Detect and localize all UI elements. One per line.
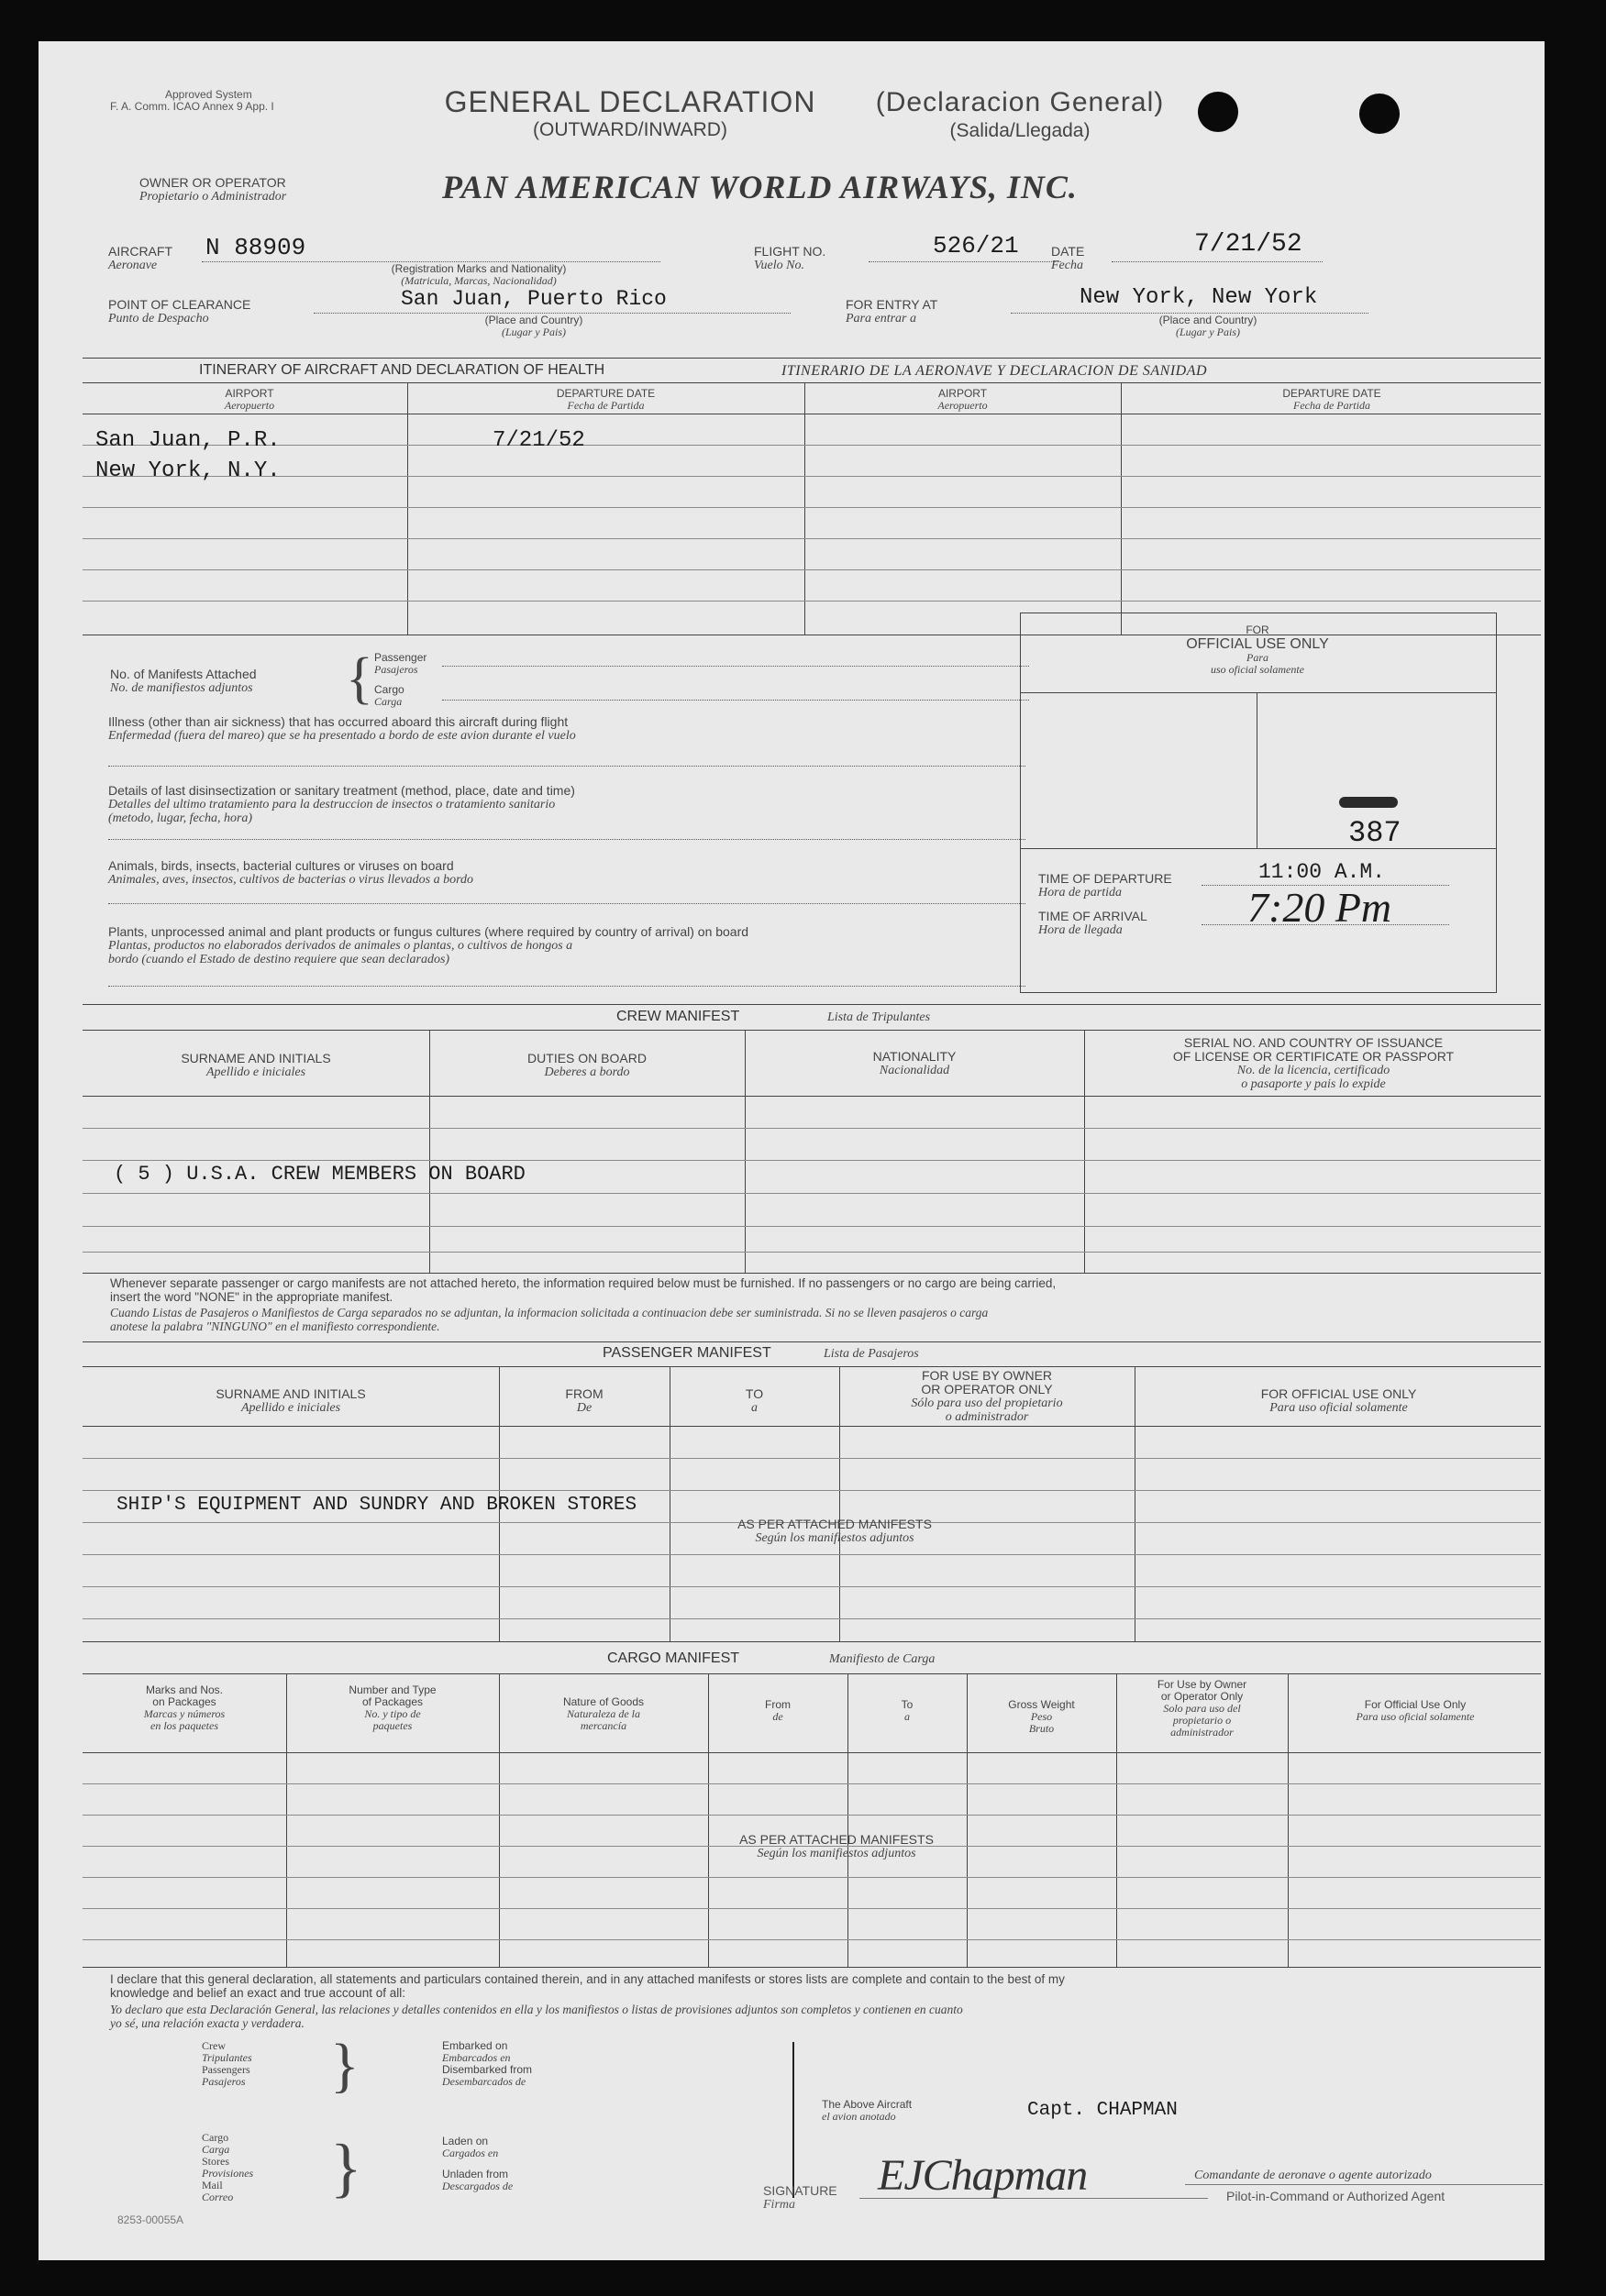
form-subtitle-es: (Salida/Llegada)	[949, 120, 1091, 141]
cargo-col-owner: For Use by Owner or Operator Only Solo para uso del propietario o administrador	[1157, 1678, 1247, 1739]
cargo-col-from: From de	[765, 1698, 791, 1723]
col-airport: AIRPORT Aeropuerto	[224, 387, 275, 412]
official-use-title: FOR OFFICIAL USE ONLY Para uso oficial solamente	[1186, 624, 1329, 676]
itinerary-heading-es: ITINERARIO DE LA AERONAVE Y DECLARACION DE SANIDAD	[781, 363, 1208, 379]
signature-label: SIGNATURE Firma	[763, 2183, 837, 2212]
cargo-col-packages: Number and Type of Packages No. y tipo de paquetes	[349, 1683, 437, 1732]
passenger-col-to: TO a	[745, 1386, 764, 1415]
decl-embark: Embarked on Embarcados en Disembarked from Desembarcados de	[442, 2039, 533, 2088]
cargo-col-to: To a	[901, 1698, 914, 1723]
entry-value: New York, New York	[1080, 285, 1318, 310]
departure-time-value: 11:00 A.M.	[1258, 860, 1386, 884]
crew-col-nationality: NATIONALITY Nacionalidad	[872, 1049, 957, 1077]
passenger-col-owner: FOR USE BY OWNER OR OPERATOR ONLY Sólo para uso del propietario o administrador	[911, 1368, 1063, 1424]
manifests-passenger: Passenger Pasajeros	[374, 651, 427, 676]
cargo-col-nature: Nature of Goods Naturaleza de la mercancía	[562, 1695, 645, 1732]
pic-label: Pilot-in-Command or Authorized Agent	[1226, 2189, 1445, 2203]
departure-time-label: TIME OF DEPARTURE Hora de partida	[1038, 871, 1172, 900]
form-title-es: (Declaracion General)	[875, 87, 1165, 117]
col-departure-date: DEPARTURE DATE Fecha de Partida	[556, 387, 656, 412]
crew-heading-es: Lista de Tripulantes	[827, 1010, 931, 1024]
decl-aircraft-label: The Above Aircraft el avion anotado	[822, 2098, 913, 2123]
plants-label: Plants, unprocessed animal and plant products or fungus cultures (where required by country of arrival) on board Plantas, productos no elaborados derivados de animales o plantas, o cultivos de hongos a bordo (cuando el Estado de destino requiere que sean declarados)	[108, 924, 749, 966]
illness-label: Illness (other than air sickness) that has occurred aboard this aircraft during flight Enfermedad (fuera del mareo) que se ha presentado a bordo de este avion durante el vuelo	[108, 714, 576, 743]
passenger-attached: AS PER ATTACHED MANIFESTS Según los manifiestos adjuntos	[737, 1517, 932, 1545]
entry-note: (Place and Country) (Lugar y Pais)	[1158, 314, 1257, 338]
stamp-number: 387	[1348, 816, 1401, 850]
form-title: GENERAL DECLARATION	[444, 85, 816, 118]
col-airport-2: AIRPORT Aeropuerto	[937, 387, 988, 412]
disinsect-label: Details of last disinsectization or sanitary treatment (method, place, date and time) Detalles del ultimo tratamiento para la destruccion de insectos o tratamiento sanitario (metodo, lugar, fecha, hora)	[108, 783, 575, 825]
date-value: 7/21/52	[1194, 230, 1302, 259]
crew-col-surname: SURNAME AND INITIALS Apellido e iniciales	[181, 1051, 331, 1079]
clearance-note: (Place and Country) (Lugar y Pais)	[484, 314, 583, 338]
captain-name: Capt. CHAPMAN	[1027, 2100, 1178, 2121]
passenger-heading-es: Lista de Pasajeros	[824, 1347, 919, 1361]
passenger-col-official: FOR OFFICIAL USE ONLY Para uso oficial solamente	[1260, 1386, 1417, 1415]
crew-heading: CREW MANIFEST	[616, 1009, 740, 1024]
aircraft-value: N 88909	[205, 234, 306, 261]
date-label: DATE Fecha	[1051, 244, 1085, 272]
crew-entry: ( 5 ) U.S.A. CREW MEMBERS ON BOARD	[114, 1163, 526, 1186]
aircraft-note: (Registration Marks and Nationality) (Matricula, Marcas, Nacionalidad)	[391, 262, 567, 287]
cargo-attached: AS PER ATTACHED MANIFESTS Según los manifiestos adjuntos	[739, 1832, 934, 1860]
itinerary-heading: ITINERARY OF AIRCRAFT AND DECLARATION OF HEALTH	[199, 362, 605, 378]
signature: EJChapman	[878, 2151, 1088, 2200]
manifest-notice: Whenever separate passenger or cargo manifests are not attached hereto, the information required below must be furnished. If no passengers or no cargo are being carried, insert the word "NONE" in the appropriate manifest. Cuando Listas de Pasajeros o Manifiestos de Carga separados no se adjuntan, la informacion solicitada a continuacion debe ser suministrada. Si no se lleven pasajeros o carga anotese la palabra "NINGUNO" en el manifiesto correspondiente.	[110, 1276, 1057, 1333]
cargo-heading-es: Manifiesto de Carga	[829, 1652, 936, 1666]
manifests-cargo: Cargo Carga	[374, 683, 404, 708]
cargo-heading: CARGO MANIFEST	[607, 1650, 740, 1666]
clearance-value: San Juan, Puerto Rico	[401, 287, 667, 311]
punch-hole	[1359, 94, 1400, 134]
owner-value: PAN AMERICAN WORLD AIRWAYS, INC.	[442, 169, 1078, 205]
flight-value: 526/21	[933, 232, 1019, 259]
form-number: 8253-00055A	[117, 2213, 184, 2226]
arrival-time-label: TIME OF ARRIVAL Hora de llegada	[1038, 909, 1147, 937]
entry-label: FOR ENTRY AT Para entrar a	[846, 297, 938, 326]
passenger-entry: SHIP'S EQUIPMENT AND SUNDRY AND BROKEN STORES	[116, 1495, 637, 1516]
manifests-brace: {	[346, 647, 373, 710]
cargo-col-weight: Gross Weight Peso Bruto	[1008, 1698, 1075, 1735]
passenger-col-surname: SURNAME AND INITIALS Apellido e iniciales	[216, 1386, 366, 1415]
arrival-time-value: 7:20 Pm	[1247, 884, 1392, 931]
decl-laden: Laden on Cargados en Unladen from Descargados de	[442, 2135, 514, 2192]
aircraft-label: AIRCRAFT Aeronave	[108, 244, 172, 272]
itinerary-departure-date: 7/21/52	[493, 428, 585, 453]
itinerary-airport: San Juan, P.R.	[95, 428, 281, 453]
decl-cargo: Cargo Carga Stores Provisiones Mail Correo	[202, 2131, 254, 2203]
cargo-col-official: For Official Use Only Para uso oficial solamente	[1356, 1698, 1475, 1723]
col-departure-date-2: DEPARTURE DATE Fecha de Partida	[1282, 387, 1381, 412]
cargo-col-marks: Marks and Nos. on Packages Marcas y números en los paquetes	[143, 1683, 226, 1732]
manifests-label: No. of Manifests Attached No. de manifiestos adjuntos	[110, 667, 257, 695]
declaration-text: I declare that this general declaration, all statements and particulars contained therein, and in any attached manifests or stores lists are complete and contain to the best of my knowledge and belief an exact and true account of all: Yo declaro que esta Declaración General, las relaciones y detalles contenidos en ella y los manifiestos o listas de provisiones adjuntos son completos y contienen en cuanto yo sé, una relación exacta y verdadera.	[110, 1972, 1065, 2030]
decl-crew-pax: Crew Tripulantes Passengers Pasajeros	[202, 2039, 252, 2088]
approved-line: Approved System F. A. Comm. ICAO Annex 9 App. I	[110, 88, 274, 113]
form-subtitle: (OUTWARD/INWARD)	[533, 119, 727, 140]
passenger-heading: PASSENGER MANIFEST	[603, 1345, 771, 1361]
punch-hole	[1198, 92, 1238, 132]
crew-col-duties: DUTIES ON BOARD Deberes a bordo	[527, 1051, 647, 1079]
pic-label-es: Comandante de aeronave o agente autorizado	[1194, 2169, 1432, 2182]
crew-col-serial: SERIAL NO. AND COUNTRY OF ISSUANCE OF LICENSE OR CERTIFICATE OR PASSPORT No. de la licencia, certificado o pasaporte y pais lo expide	[1172, 1035, 1455, 1091]
animals-label: Animals, birds, insects, bacterial cultures or viruses on board Animales, aves, insectos, cultivos de bacterias o virus llevados a bordo	[108, 858, 474, 887]
passenger-col-from: FROM De	[565, 1386, 604, 1415]
declaration-form: Approved System F. A. Comm. ICAO Annex 9 App. I GENERAL DECLARATION (OUTWARD/INWARD) (Declaracion General) (Salida/Llegada) OWNER OR OPERATOR Propietario o Administrador PAN AMERICAN WORLD AIRWAYS, INC. AIRCRAFT Aeronave N 88909 (Registration Marks and Nationality) (Matricula, Marcas, Nacionalidad) FLIGHT NO. Vuelo No. 526/21 DATE Fecha 7/21/52 POINT OF CLEARANCE Punto de Despacho San Juan, Puerto Rico (Place and Country) (Lugar y Pais) FOR ENTRY AT Para entrar a New York, New York (Place and Country) (Lugar y Pais) ITINERARY OF AIRCRAFT AND DECLARATION OF HEALTH ITINERARIO DE LA AERONAVE Y DECLARACION DE SANIDAD AIRPORT Aeropuerto DEPARTURE DATE Fecha de Partida AIRPORT Aeropuerto DEPARTURE DATE Fecha de Partida San Juan, P.R. New York, N.Y. 7/21/52 No. of Manifests Attached No. de manifiestos adjuntos { Passenger Pasajeros Cargo Carga Illness (other than air sickness) that has occurred aboard this aircraft during flight Enfermedad (fuera del mareo) que se ha presentado a bordo de este avion durante el vuelo Details of last disinsectization or sanitary treatment (method, place, date and time) Detalles del ultimo tratamiento para la destruccion de insectos o tratamiento sanitario (metodo, lugar, fecha, hora) Animals, birds, insects, bacterial cultures or viruses on board Animales, aves, insectos, cultivos de bacterias o virus llevados a bordo Plants, unprocessed animal and plant products or fungus cultures (where required by country of arrival) on board Plantas, productos no elaborados derivados de animales o plantas, o cultivos de hongos a bordo (cuando el Estado de destino requiere que sean declarados) FOR OFFICIAL USE ONLY Para uso oficial solamente 387 TIME OF DEPARTURE Hora de partida 11:00 A.M. TIME OF ARRIVAL Hora de llegada 7:20 Pm CREW MANIFEST Lista de Tripulantes SURNAME AND INITIALS Apellido e iniciales DUTIES ON BOARD Deberes a bordo NATIONALITY Nacionalidad SERIAL NO. AND COUNTRY OF ISSUANCE OF LICENSE OR CERTIFICATE OR PASSPORT No. de la licencia, certificado o pasaporte y pais lo expide ( 5 ) U.S.A. CREW MEMBERS ON BOARD Whenever separate passenger or cargo manifests are not attached hereto, the information required below must be furnished. If no passengers or no cargo are being carried, insert the word "NONE" in the appropriate manifest. Cuando Listas de Pasajeros o Manifiestos de Carga separados no se adjuntan, la informacion solicitada a continuacion debe ser suministrada. Si no se lleven pasajeros o carga anotese la palabra "NINGUNO" en el manifiesto correspondiente. PASSENGER MANIFEST Lista de Pasajeros SURNAME AND INITIALS Apellido e iniciales FROM De TO a FOR USE BY OWNER OR OPERATOR ONLY Sólo para uso del propietario o administrador FOR OFFICIAL USE ONLY Para uso oficial solamente SHIP'S EQUIPMENT AND SUNDRY AND BROKEN STORES AS PER ATTACHED MANIFESTS Según los manifiestos adjuntos CARGO MANIFEST Manifiesto de Carga Marks and Nos. on Packages Marcas y números en los paquetes Number and Type of Packages No. y tipo de paquetes Nature of Goods Naturaleza de la mercancía From de To a Gross Weight Peso Bruto For Use by Owner or Operator Only Solo para uso del propietario o administrador For Official Use Only Para uso oficial solamente AS PER ATTACHED MANIFESTS Según los manifiestos adjuntos I declare that this general declaration, all statements and particulars contained therein, and in any attached manifests or stores lists are complete and contain to the best of my knowledge and belief an exact and true account of all: Yo declaro que esta Declaración General, las relaciones y detalles contenidos en ella y los manifiestos o listas de provisiones adjuntos son completos y contienen en cuanto yo sé, una relación exacta y verdadera. Crew Tripulantes Passengers Pasajeros } Embarked on Embarcados en Disembarked from Desembarcados de Cargo Carga Stores Provisiones Mail Correo } Laden on Cargados en Unladen from Descargados de The Above Aircraft el avion anotado Capt. CHAPMAN SIGNATURE Firma EJChapman Comandante de aeronave o agente autorizado Pilot-in-Command or Authorized Agent 8253-00055A	[39, 41, 1545, 2260]
flight-label: FLIGHT NO. Vuelo No.	[754, 244, 826, 272]
itinerary-airport: New York, N.Y.	[95, 458, 281, 483]
owner-label: OWNER OR OPERATOR Propietario o Administrador	[139, 175, 287, 204]
redaction-mark	[1339, 797, 1398, 808]
clearance-label: POINT OF CLEARANCE Punto de Despacho	[108, 297, 251, 326]
